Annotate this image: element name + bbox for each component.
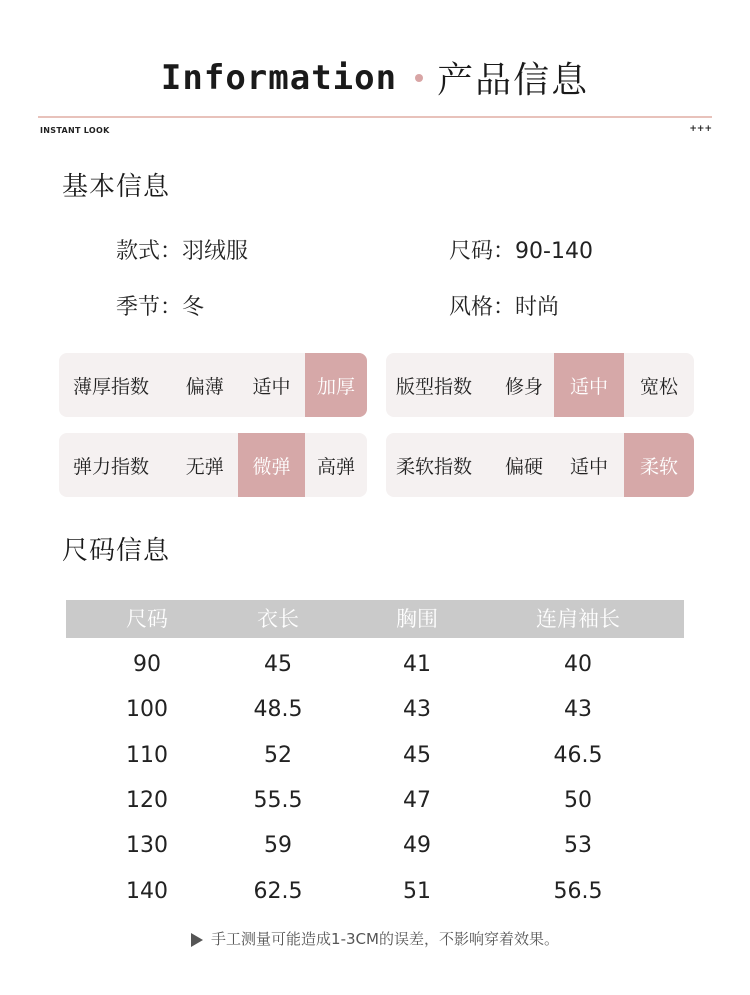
style-info xyxy=(116,234,248,265)
table-cell: 50 xyxy=(564,788,592,813)
size-range-info xyxy=(449,234,593,265)
index-option-selected: 柔软 xyxy=(624,433,694,497)
softness-index-box xyxy=(386,433,694,497)
index-option: 适中 xyxy=(252,375,291,398)
page-header xyxy=(0,52,750,104)
table-cell: 130 xyxy=(126,833,168,858)
table-cell: 62.5 xyxy=(253,879,303,904)
table-header-cell: 连肩袖长 xyxy=(536,607,620,631)
index-option: 偏薄 xyxy=(185,375,224,398)
index-label: 版型指数 xyxy=(396,375,473,398)
table-cell: 47 xyxy=(403,788,431,813)
measurement-note xyxy=(0,928,750,949)
index-option: 偏硬 xyxy=(504,455,543,478)
fashion-style-value: 时尚 xyxy=(515,295,560,320)
index-option-selected: 加厚 xyxy=(305,353,367,417)
note-text: 手工测量可能造成1-3CM的误差，不影响穿着效果。 xyxy=(211,930,559,948)
table-cell: 45 xyxy=(264,652,292,677)
table-cell: 40 xyxy=(564,652,592,677)
size-range-value: 90-140 xyxy=(515,239,593,264)
index-option: 无弹 xyxy=(185,455,224,478)
season-value: 冬 xyxy=(182,295,205,320)
plus-decoration: +++ xyxy=(689,124,712,134)
table-cell: 51 xyxy=(403,879,431,904)
table-cell: 55.5 xyxy=(253,788,303,813)
table-cell: 140 xyxy=(126,879,168,904)
table-cell: 120 xyxy=(126,788,168,813)
table-row xyxy=(0,736,750,776)
index-option: 宽松 xyxy=(639,375,678,398)
title-dot-icon xyxy=(415,74,423,82)
table-cell: 90 xyxy=(133,652,161,677)
basic-info-title: 基本信息 xyxy=(62,172,171,202)
fashion-style-label: 风格： xyxy=(449,295,516,320)
table-cell: 45 xyxy=(403,743,431,768)
table-row xyxy=(0,872,750,912)
table-header-cell: 衣长 xyxy=(257,607,299,631)
index-option: 适中 xyxy=(569,455,608,478)
table-cell: 59 xyxy=(264,833,292,858)
style-label: 款式： xyxy=(116,239,183,264)
table-row xyxy=(0,645,750,685)
table-row xyxy=(0,690,750,730)
size-table-header xyxy=(66,600,684,638)
title-english: Information xyxy=(160,57,398,98)
table-cell: 43 xyxy=(403,697,431,722)
table-cell: 100 xyxy=(126,697,168,722)
elasticity-index-box xyxy=(59,433,367,497)
table-header-cell: 尺码 xyxy=(126,607,168,631)
fashion-style-info xyxy=(449,290,559,321)
index-option: 高弹 xyxy=(316,455,355,478)
table-header-cell: 胸围 xyxy=(396,607,438,631)
play-triangle-icon xyxy=(191,933,203,947)
header-divider xyxy=(38,116,712,118)
table-cell: 52 xyxy=(264,743,292,768)
style-value: 羽绒服 xyxy=(182,239,249,264)
season-info xyxy=(116,290,204,321)
season-label: 季节： xyxy=(116,295,183,320)
index-label: 柔软指数 xyxy=(396,455,473,478)
table-cell: 56.5 xyxy=(553,879,603,904)
size-range-label: 尺码： xyxy=(449,239,516,264)
index-label: 薄厚指数 xyxy=(73,375,150,398)
table-cell: 48.5 xyxy=(253,697,303,722)
table-cell: 43 xyxy=(564,697,592,722)
index-option-selected: 适中 xyxy=(554,353,624,417)
table-cell: 110 xyxy=(126,743,168,768)
table-row xyxy=(0,781,750,821)
index-option: 修身 xyxy=(504,375,543,398)
table-cell: 46.5 xyxy=(553,743,603,768)
title-chinese: 产品信息 xyxy=(437,60,590,101)
index-option-selected: 微弹 xyxy=(238,433,305,497)
index-label: 弹力指数 xyxy=(73,455,150,478)
table-cell: 41 xyxy=(403,652,431,677)
table-cell: 49 xyxy=(403,833,431,858)
thickness-index-box xyxy=(59,353,367,417)
table-cell: 53 xyxy=(564,833,592,858)
size-info-title: 尺码信息 xyxy=(62,536,171,566)
table-row xyxy=(0,826,750,866)
instant-look-tag: INSTANT LOOK xyxy=(40,126,110,135)
fit-index-box xyxy=(386,353,694,417)
